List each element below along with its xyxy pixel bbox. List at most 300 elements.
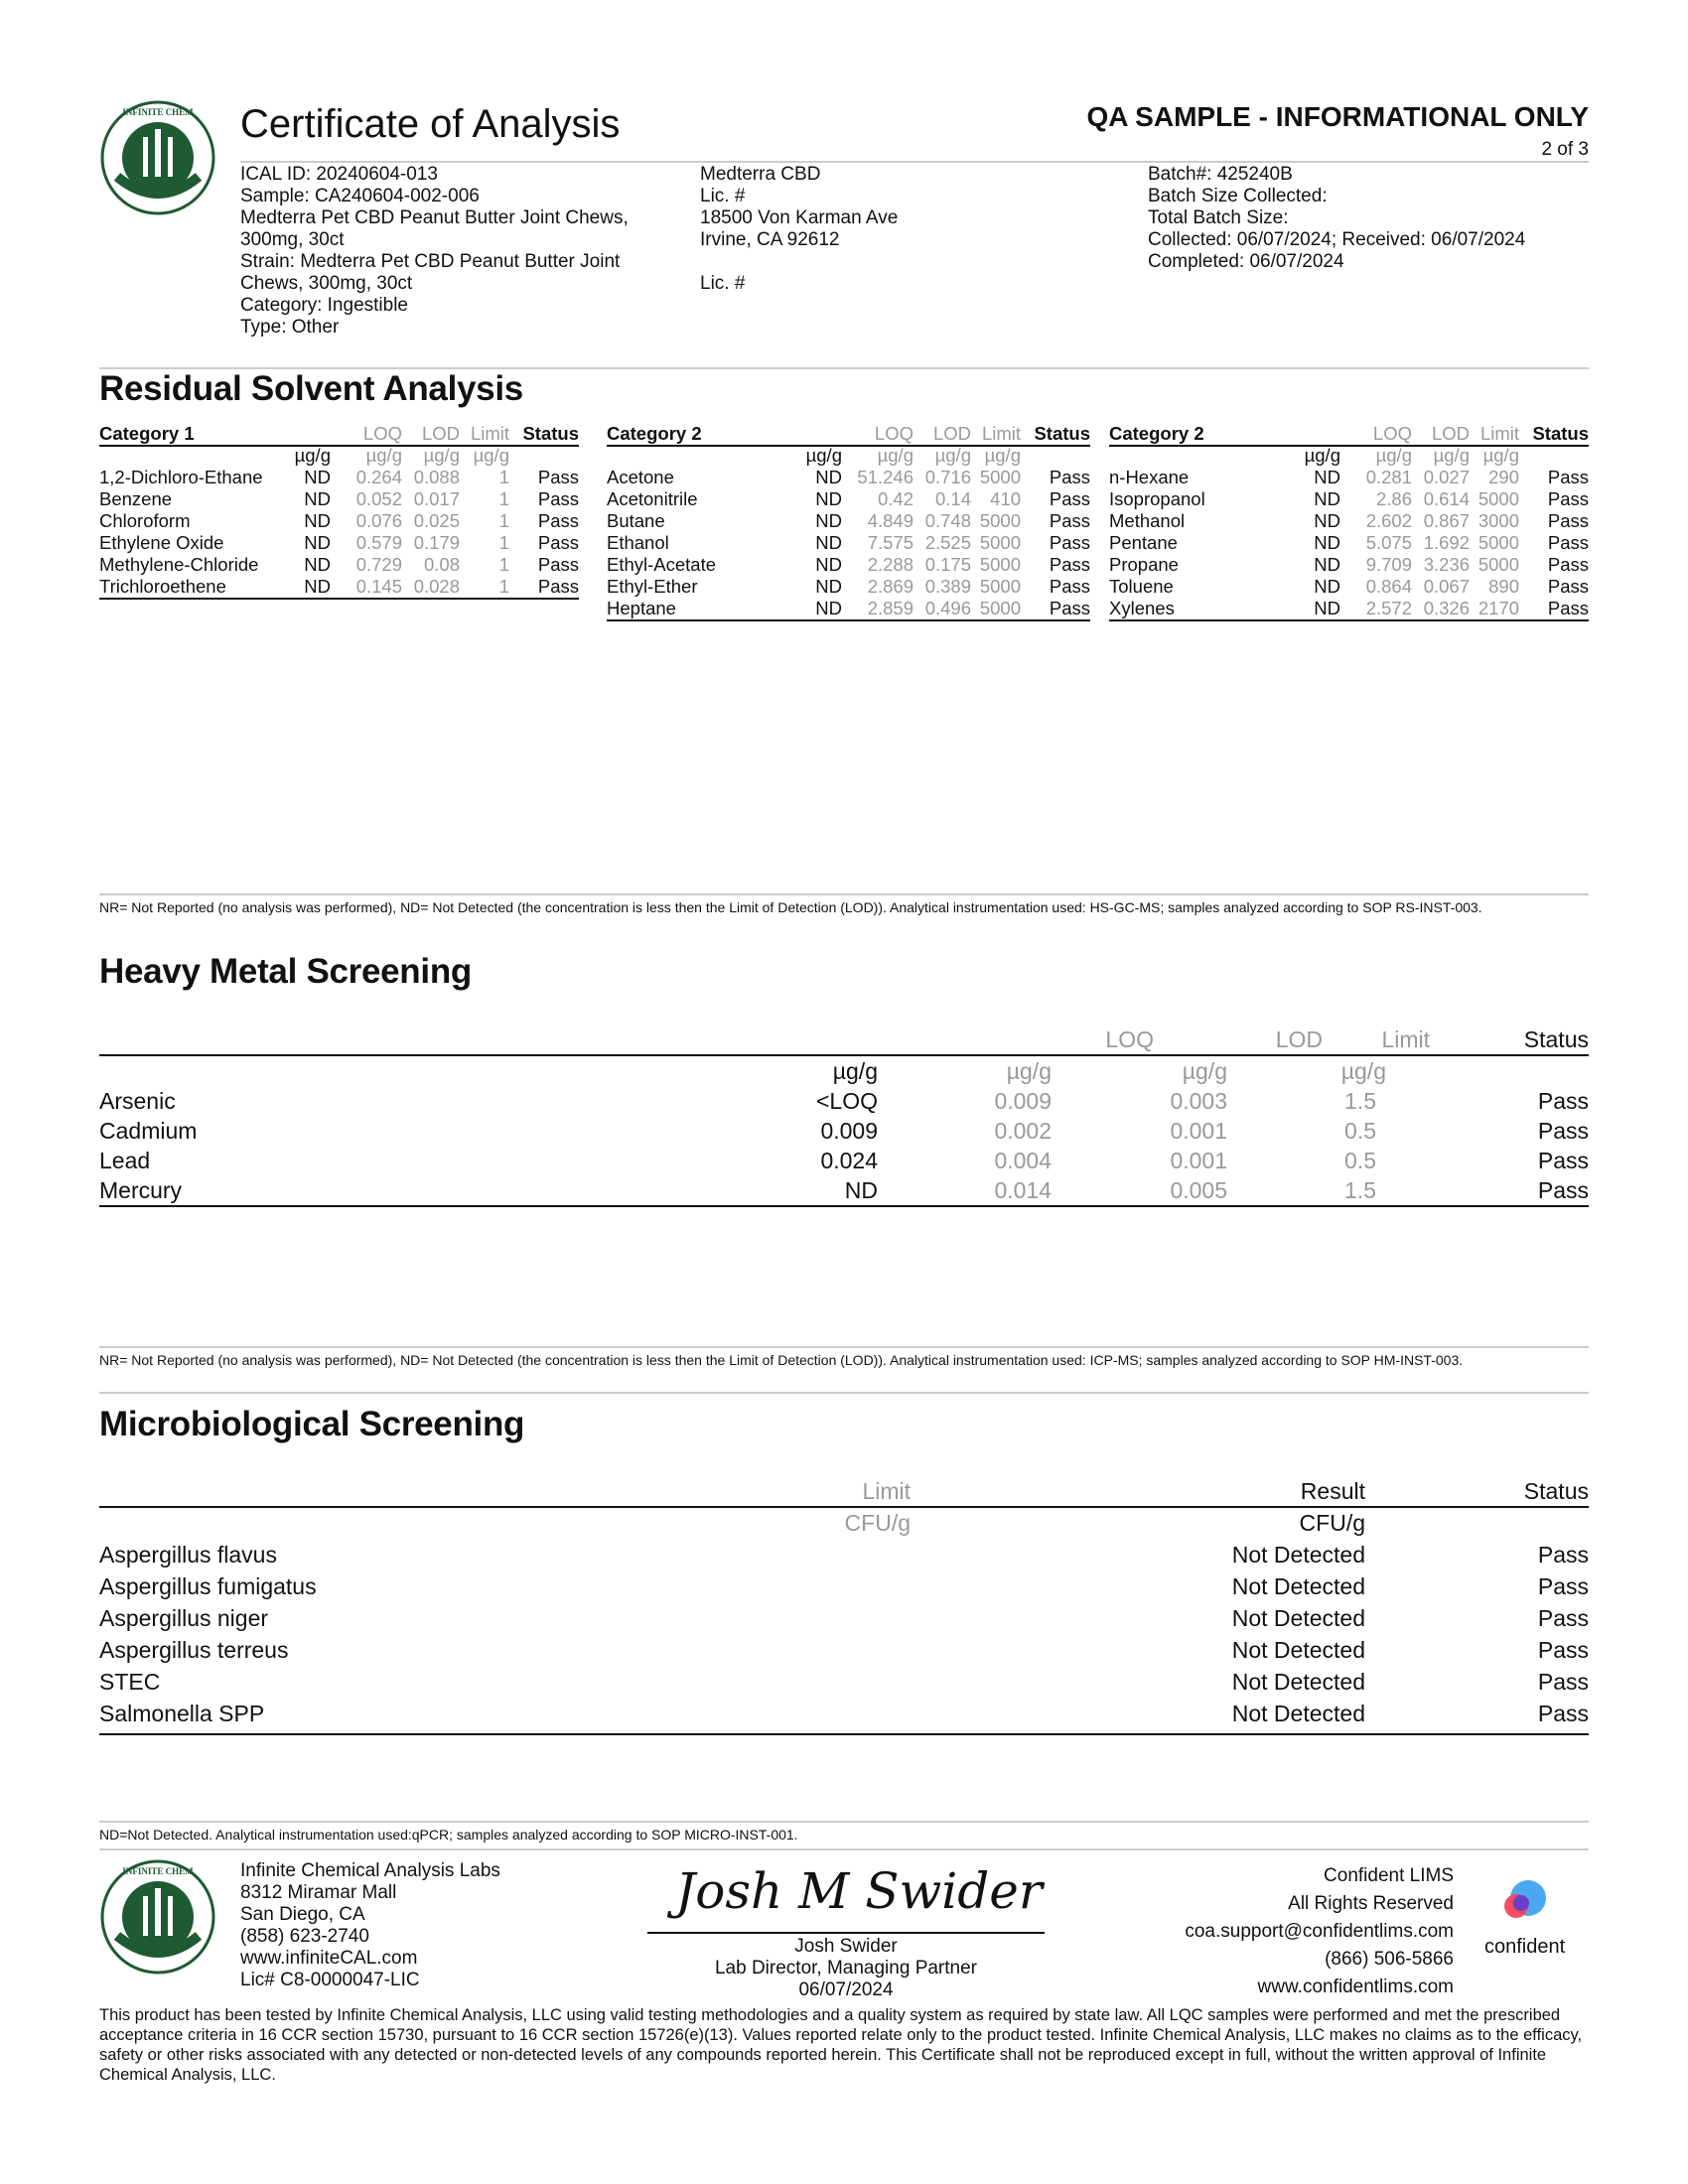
solvent-row (99, 576, 579, 598)
analyte-name: Mercury (99, 1177, 183, 1203)
limit-value: 1 (498, 532, 509, 553)
status-value: Pass (1547, 554, 1589, 575)
analyte-name: Xylenes (1109, 598, 1175, 618)
status-value: Pass (1537, 1088, 1589, 1114)
result-value: ND (304, 554, 331, 575)
status-value: Pass (1537, 1118, 1589, 1144)
lod-value: 0.389 (924, 576, 971, 597)
client-info (700, 164, 898, 295)
limit-value: 5000 (979, 598, 1021, 618)
loq-value: 0.729 (355, 554, 402, 575)
result-value: Not Detected (1231, 1701, 1365, 1726)
lod-header: LOD (421, 423, 460, 444)
limit-value: 2170 (1477, 598, 1519, 618)
metals-header-row (99, 1024, 1589, 1054)
solvent-row (607, 554, 1090, 576)
limit-value: 5000 (1477, 532, 1519, 553)
result-value: ND (1314, 554, 1340, 575)
solvent-row (99, 467, 579, 488)
solvent-row (99, 554, 579, 576)
status-value: Pass (1537, 1605, 1589, 1631)
solvent-table (607, 423, 1090, 621)
analyte-name: Isopropanol (1109, 488, 1205, 509)
solvent-unit-row (607, 445, 1090, 467)
lims-line: Confident LIMS (1324, 1865, 1454, 1886)
solvent-row (99, 532, 579, 554)
status-value: Pass (1547, 510, 1589, 531)
result-value: Not Detected (1231, 1542, 1365, 1568)
lod-value: 0.748 (924, 510, 971, 531)
metal-row (99, 1116, 1589, 1146)
analyte-name: Lead (99, 1148, 151, 1173)
section-divider (99, 1848, 1589, 1850)
lims-line: coa.support@confidentlims.com (1185, 1921, 1454, 1942)
loq-value: 0.076 (355, 510, 402, 531)
lod-value: 0.003 (1170, 1088, 1227, 1114)
result-value: ND (815, 576, 842, 597)
status-value: Pass (1537, 1177, 1589, 1203)
analyte-name: Pentane (1109, 532, 1178, 553)
signer-block (647, 1936, 1045, 2001)
loq-value: 0.004 (994, 1148, 1052, 1173)
loq-header: LOQ (874, 423, 914, 444)
metal-row (99, 1175, 1589, 1205)
status-value: Pass (537, 576, 579, 597)
lims-line: www.confidentlims.com (1257, 1977, 1454, 1997)
limit-value: 5000 (979, 532, 1021, 553)
result-value: Not Detected (1231, 1669, 1365, 1695)
result-value: Not Detected (1231, 1637, 1365, 1663)
loq-value: 2.86 (1375, 488, 1412, 509)
lod-value: 0.001 (1170, 1118, 1227, 1144)
limit-value: 1 (498, 510, 509, 531)
result-unit: µg/g (805, 445, 842, 466)
solvent-row (607, 488, 1090, 510)
micro-row (99, 1699, 1589, 1728)
solvent-row (1109, 576, 1589, 598)
svg-text:INFINITE CHEM: INFINITE CHEM (122, 1866, 194, 1876)
metals-table (99, 1024, 1589, 1209)
analyte-name: Cadmium (99, 1118, 198, 1144)
result-value: Not Detected (1231, 1605, 1365, 1631)
analyte-name: Benzene (99, 488, 173, 509)
lab-line: Lic# C8-0000047-LIC (240, 1970, 420, 1990)
micro-section-title: Microbiological Screening (99, 1405, 525, 1443)
lod-value: 1.692 (1423, 532, 1470, 553)
limit-value: 1 (498, 488, 509, 509)
ical-logo-header (99, 99, 216, 216)
solvent-row (1109, 510, 1589, 532)
lab-line: www.infiniteCAL.com (240, 1948, 418, 1969)
lod-value: 0.326 (1423, 598, 1470, 618)
organism-name: Aspergillus fumigatus (99, 1573, 317, 1599)
info-line: Category: Ingestible (240, 295, 408, 316)
signer-line: Josh Swider (794, 1936, 898, 1957)
limit-value: 890 (1488, 576, 1519, 597)
solvent-row (1109, 554, 1589, 576)
status-value: Pass (1537, 1573, 1589, 1599)
micro-bottom-rule (99, 1733, 1589, 1735)
status-value: Pass (1547, 532, 1589, 553)
info-line: Total Batch Size: (1148, 207, 1289, 228)
micro-row (99, 1635, 1589, 1665)
solvent-bottom-rule (607, 619, 1090, 621)
lod-value: 0.179 (413, 532, 460, 553)
status-header: Status (1523, 1026, 1589, 1052)
lod-value: 0.005 (1170, 1177, 1227, 1203)
loq-value: 0.281 (1365, 467, 1412, 487)
metals-unit-row (99, 1056, 1589, 1086)
analyte-name: Ethanol (607, 532, 669, 553)
status-value: Pass (1537, 1542, 1589, 1568)
lab-line: Infinite Chemical Analysis Labs (240, 1860, 500, 1881)
limit-header: Limit (1381, 1026, 1430, 1052)
result-unit: µg/g (832, 1058, 878, 1084)
loq-value: 0.42 (877, 488, 914, 509)
document-title: Certificate of Analysis (240, 102, 621, 146)
loq-unit: µg/g (1375, 445, 1412, 466)
signature-line (647, 1932, 1045, 1934)
status-value: Pass (1547, 598, 1589, 618)
lims-line: (866) 506-5866 (1325, 1949, 1454, 1970)
solvent-table (1109, 423, 1589, 621)
micro-table (99, 1476, 1589, 1734)
result-value: ND (1314, 488, 1340, 509)
info-line: Irvine, CA 92612 (700, 229, 840, 250)
analyte-name: Toluene (1109, 576, 1174, 597)
signature: Josh M Swider (675, 1862, 1043, 1920)
solvent-row (607, 510, 1090, 532)
loq-value: 0.002 (994, 1118, 1052, 1144)
lod-value: 0.175 (924, 554, 971, 575)
info-line: Medterra CBD (700, 164, 821, 185)
loq-value: 9.709 (1365, 554, 1412, 575)
section-divider (99, 1346, 1589, 1348)
analyte-name: Methylene-Chloride (99, 554, 259, 575)
organism-name: Aspergillus terreus (99, 1637, 289, 1663)
lab-line: (858) 623-2740 (240, 1926, 369, 1947)
result-unit: CFU/g (1299, 1510, 1365, 1536)
limit-value: 0.5 (1344, 1148, 1376, 1173)
result-value: ND (1314, 510, 1340, 531)
info-line: Sample: CA240604-002-006 (240, 186, 480, 206)
signer-line: Lab Director, Managing Partner (714, 1958, 978, 1979)
status-header: Status (1523, 1478, 1589, 1504)
status-header: Status (1532, 423, 1589, 444)
metals-note: NR= Not Reported (no analysis was performed), ND= Not Detected (the concentration is less then the Limit of Detection (LOD)). Analytical instrumentation used: ICP-MS; samples analyzed according to SOP HM-INST-003. (99, 1352, 1464, 1368)
micro-unit-row (99, 1508, 1589, 1538)
result-value: ND (815, 598, 842, 618)
info-line: Completed: 06/07/2024 (1148, 251, 1344, 272)
info-line: Strain: Medterra Pet CBD Peanut Butter Joint (240, 251, 621, 272)
info-line: Batch Size Collected: (1148, 186, 1328, 206)
status-value: Pass (1049, 488, 1090, 509)
confident-logo-text: confident (1484, 1936, 1566, 1958)
lims-line: All Rights Reserved (1288, 1893, 1454, 1914)
result-value: ND (815, 532, 842, 553)
lod-value: 0.088 (413, 467, 460, 487)
status-value: Pass (1049, 554, 1090, 575)
lod-value: 0.028 (413, 576, 460, 597)
status-value: Pass (1537, 1637, 1589, 1663)
result-value: ND (1314, 467, 1340, 487)
loq-value: 0.864 (1365, 576, 1412, 597)
info-line: Medterra Pet CBD Peanut Butter Joint Chews, (240, 207, 629, 228)
lod-unit: µg/g (934, 445, 971, 466)
loq-unit: µg/g (1006, 1058, 1052, 1084)
result-value: ND (815, 488, 842, 509)
info-line (700, 251, 898, 273)
analyte-name: Heptane (607, 598, 676, 618)
status-value: Pass (1049, 467, 1090, 487)
status-value: Pass (1049, 576, 1090, 597)
loq-value: 7.575 (867, 532, 914, 553)
lod-value: 0.14 (934, 488, 971, 509)
loq-unit: µg/g (877, 445, 914, 466)
lod-value: 0.025 (413, 510, 460, 531)
result-value: ND (304, 467, 331, 487)
lod-header: LOD (932, 423, 971, 444)
analyte-name: Chloroform (99, 510, 191, 531)
limit-header: Limit (981, 423, 1021, 444)
info-line: Collected: 06/07/2024; Received: 06/07/2024 (1148, 229, 1526, 250)
solvent-row (99, 488, 579, 510)
limit-header: Limit (470, 423, 509, 444)
metal-row (99, 1146, 1589, 1175)
status-header: Status (522, 423, 579, 444)
lod-value: 0.067 (1423, 576, 1470, 597)
metal-row (99, 1086, 1589, 1116)
result-header: Result (1300, 1478, 1365, 1504)
loq-value: 51.246 (857, 467, 914, 487)
loq-value: 0.052 (355, 488, 402, 509)
analyte-name: Ethyl-Ether (607, 576, 698, 597)
header-divider (240, 161, 1589, 163)
limit-unit: µg/g (1482, 445, 1519, 466)
solvent-row (1109, 467, 1589, 488)
loq-value: 4.849 (867, 510, 914, 531)
limit-value: 5000 (979, 467, 1021, 487)
micro-row (99, 1571, 1589, 1601)
analyte-name: Methanol (1109, 510, 1186, 531)
result-value: ND (815, 510, 842, 531)
lod-value: 0.017 (413, 488, 460, 509)
lod-unit: µg/g (1182, 1058, 1227, 1084)
limit-header: Limit (862, 1478, 911, 1504)
batch-info (1148, 164, 1525, 273)
category-header: Category 2 (607, 423, 702, 444)
result-value: ND (815, 554, 842, 575)
status-value: Pass (1537, 1701, 1589, 1726)
lod-value: 0.001 (1170, 1148, 1227, 1173)
lod-value: 3.236 (1423, 554, 1470, 575)
status-value: Pass (537, 532, 579, 553)
metals-section-title: Heavy Metal Screening (99, 952, 472, 991)
section-divider (99, 1392, 1589, 1394)
limit-value: 410 (990, 488, 1021, 509)
analyte-name: Acetone (607, 467, 674, 487)
limit-unit: CFU/g (844, 1510, 911, 1536)
solvent-note: NR= Not Reported (no analysis was performed), ND= Not Detected (the concentration is less then the Limit of Detection (LOD)). Analytical instrumentation used: HS-GC-MS; samples analyzed according to SOP RS-INST-003. (99, 899, 1482, 915)
lod-value: 2.525 (924, 532, 971, 553)
status-value: Pass (1049, 510, 1090, 531)
status-value: Pass (1049, 598, 1090, 618)
analyte-name: 1,2-Dichloro-Ethane (99, 467, 263, 487)
limit-value: 5000 (1477, 488, 1519, 509)
solvent-row (607, 598, 1090, 619)
loq-value: 2.859 (867, 598, 914, 618)
solvent-row (99, 510, 579, 532)
lod-header: LOD (1431, 423, 1470, 444)
solvent-section-title: Residual Solvent Analysis (99, 369, 523, 408)
solvent-bottom-rule (1109, 619, 1589, 621)
status-value: Pass (1049, 532, 1090, 553)
solvent-row (1109, 598, 1589, 619)
solvent-unit-row (99, 445, 579, 467)
result-value: 0.009 (820, 1118, 878, 1144)
analyte-name: n-Hexane (1109, 467, 1190, 487)
metals-bottom-rule (99, 1205, 1589, 1207)
loq-value: 0.145 (355, 576, 402, 597)
organism-name: Aspergillus niger (99, 1605, 269, 1631)
lims-info (1185, 1862, 1454, 2001)
status-value: Pass (1537, 1148, 1589, 1173)
lab-address (240, 1860, 500, 1991)
section-divider (99, 893, 1589, 895)
lod-header: LOD (1275, 1026, 1323, 1052)
analyte-name: Ethyl-Acetate (607, 554, 717, 575)
organism-name: Salmonella SPP (99, 1701, 265, 1726)
solvent-row (607, 467, 1090, 488)
solvent-header-row (1109, 423, 1589, 445)
info-line: Lic. # (700, 273, 746, 294)
loq-value: 5.075 (1365, 532, 1412, 553)
lab-line: 8312 Miramar Mall (240, 1882, 397, 1903)
lod-value: 0.614 (1423, 488, 1470, 509)
confident-logo (1494, 1878, 1554, 1928)
limit-header: Limit (1479, 423, 1519, 444)
limit-unit: µg/g (984, 445, 1021, 466)
lod-value: 0.716 (924, 467, 971, 487)
limit-value: 1.5 (1344, 1088, 1376, 1114)
loq-value: 0.014 (994, 1177, 1052, 1203)
organism-name: STEC (99, 1669, 161, 1695)
section-divider (99, 1821, 1589, 1823)
lod-value: 0.867 (1423, 510, 1470, 531)
result-unit: µg/g (1304, 445, 1340, 466)
limit-value: 5000 (979, 576, 1021, 597)
result-value: Not Detected (1231, 1573, 1365, 1599)
limit-value: 5000 (979, 510, 1021, 531)
limit-value: 5000 (979, 554, 1021, 575)
limit-value: 1 (498, 554, 509, 575)
signer-line: 06/07/2024 (798, 1979, 894, 2000)
result-value: ND (304, 532, 331, 553)
solvent-table (99, 423, 579, 600)
result-value: ND (304, 510, 331, 531)
status-value: Pass (1547, 576, 1589, 597)
limit-value: 290 (1488, 467, 1519, 487)
status-value: Pass (537, 510, 579, 531)
limit-value: 1 (498, 576, 509, 597)
micro-row (99, 1603, 1589, 1633)
limit-value: 1 (498, 467, 509, 487)
limit-value: 5000 (1477, 554, 1519, 575)
solvent-unit-row (1109, 445, 1589, 467)
lab-line: San Diego, CA (240, 1904, 365, 1925)
loq-value: 2.869 (867, 576, 914, 597)
info-line: ICAL ID: 20240604-013 (240, 164, 438, 185)
lod-unit: µg/g (1433, 445, 1470, 466)
status-value: Pass (1537, 1669, 1589, 1695)
organism-name: Aspergillus flavus (99, 1542, 277, 1568)
info-line: Batch#: 425240B (1148, 164, 1293, 185)
sample-info (240, 164, 629, 339)
category-header: Category 1 (99, 423, 195, 444)
analyte-name: Butane (607, 510, 665, 531)
svg-text:INFINITE CHEM: INFINITE CHEM (122, 107, 194, 117)
status-value: Pass (1547, 467, 1589, 487)
status-value: Pass (1547, 488, 1589, 509)
limit-unit: µg/g (473, 445, 509, 466)
status-value: Pass (537, 488, 579, 509)
page-number: 2 of 3 (1541, 139, 1589, 160)
status-value: Pass (537, 467, 579, 487)
info-line: Chews, 300mg, 30ct (240, 273, 413, 294)
loq-value: 2.288 (867, 554, 914, 575)
loq-header: LOQ (362, 423, 402, 444)
result-value: <LOQ (815, 1088, 878, 1114)
solvent-row (607, 532, 1090, 554)
result-value: ND (815, 467, 842, 487)
status-header: Status (1034, 423, 1090, 444)
ical-logo-footer (99, 1858, 216, 1976)
micro-row (99, 1667, 1589, 1697)
analyte-name: Arsenic (99, 1088, 176, 1114)
result-value: ND (844, 1177, 878, 1203)
result-value: ND (1314, 598, 1340, 618)
loq-header: LOQ (1105, 1026, 1154, 1052)
analyte-name: Acetonitrile (607, 488, 698, 509)
loq-value: 2.602 (1365, 510, 1412, 531)
micro-row (99, 1540, 1589, 1570)
solvent-row (607, 576, 1090, 598)
category-header: Category 2 (1109, 423, 1204, 444)
loq-unit: µg/g (365, 445, 402, 466)
lod-value: 0.496 (924, 598, 971, 618)
info-line: Type: Other (240, 317, 340, 338)
result-value: ND (1314, 532, 1340, 553)
solvent-header-row (607, 423, 1090, 445)
qa-banner: QA SAMPLE - INFORMATIONAL ONLY (1086, 101, 1589, 132)
info-line: Lic. # (700, 186, 746, 206)
solvent-row (1109, 532, 1589, 554)
info-line: 18500 Von Karman Ave (700, 207, 899, 228)
limit-value: 3000 (1477, 510, 1519, 531)
result-unit: µg/g (294, 445, 331, 466)
lod-unit: µg/g (423, 445, 460, 466)
loq-header: LOQ (1372, 423, 1412, 444)
limit-unit: µg/g (1340, 1058, 1386, 1084)
limit-value: 1.5 (1344, 1177, 1376, 1203)
loq-value: 0.264 (355, 467, 402, 487)
solvent-row (1109, 488, 1589, 510)
result-value: 0.024 (820, 1148, 878, 1173)
status-value: Pass (537, 554, 579, 575)
limit-value: 0.5 (1344, 1118, 1376, 1144)
result-value: ND (304, 576, 331, 597)
loq-value: 2.572 (1365, 598, 1412, 618)
